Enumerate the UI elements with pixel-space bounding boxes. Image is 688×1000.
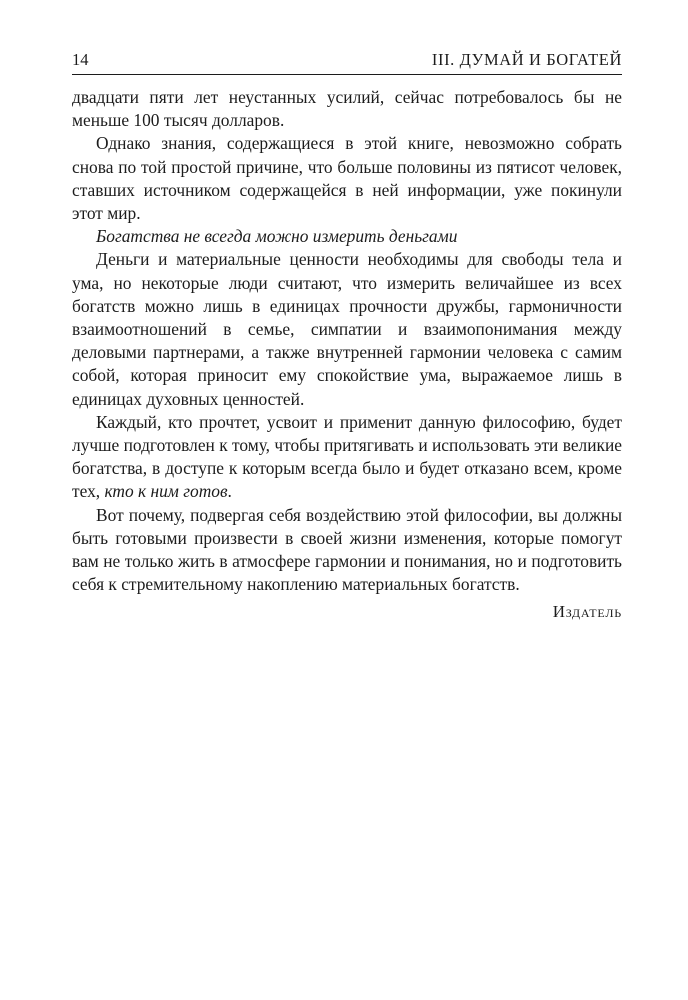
paragraph-4-end: .	[227, 481, 232, 502]
paragraph-4	[72, 411, 622, 504]
section-title: III. ДУМАЙ И БОГАТЕЙ	[431, 50, 622, 69]
paragraph-3: Деньги и материальные ценности необходимы для свободы тела и ума, но некоторые люди считают, что измерить величайшее из всех богатств можно лишь в единицах прочности дружбы, гармоничности взаимоотношений в семье, симпатии и взаимопонимания между деловыми партнерами, а также внутренней гармонии человека с самим собой, которая приносит ему спокойствие ума, выражаемое лишь в единицах духовных ценностей.	[72, 249, 622, 409]
paragraph-1: двадцати пяти лет неустанных усилий, сейчас потребовалось бы не меньше 100 тысяч долларов.	[72, 87, 622, 131]
publisher-signature: Издатель	[552, 602, 622, 622]
subheading: Богатства не всегда можно измерить деньгами	[96, 226, 458, 247]
paragraph-4-emphasis: кто к ним готов	[104, 481, 228, 502]
book-page	[72, 50, 622, 622]
running-header	[72, 50, 622, 75]
body-text	[72, 86, 622, 596]
paragraph-4-text: Каждый, кто прочтет, усвоит и применит данную философию, будет лучше подготовлен к тому, чтобы притягивать и использовать эти великие богатства, в доступе к которым всегда было и будет отказано всем, кроме тех,	[72, 411, 622, 502]
paragraph-5: Вот почему, подвергая себя воздействию этой философии, вы должны быть готовыми произвести в своей жизни изменения, которые помогут вам не только жить в атмосфере гармонии и понимания, но и подготовить себя к стремительному накоплению материальных богатств.	[72, 504, 622, 595]
paragraph-2: Однако знания, содержащиеся в этой книге, невозможно собрать снова по той простой причине, что больше половины из пятисот человек, ставших источником содержащейся в ней информации, уже покинули этот мир.	[72, 133, 622, 224]
page-number: 14	[72, 50, 89, 69]
